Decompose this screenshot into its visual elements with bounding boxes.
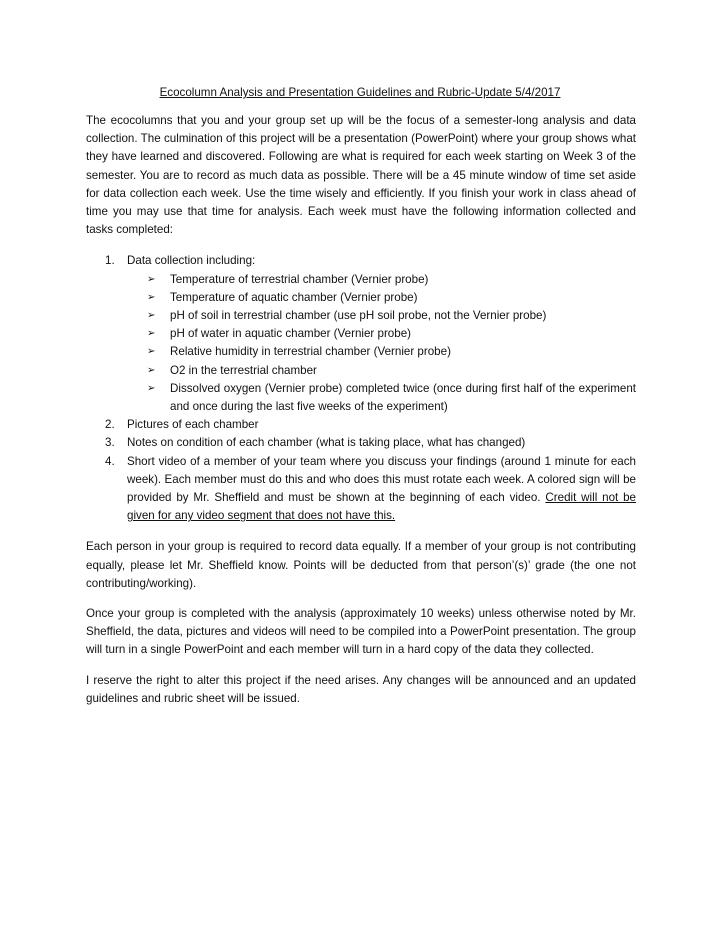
credit-warning: Credit will not be given for any video segment that does not have this. <box>127 491 636 523</box>
arrow-bullet-icon: ➢ <box>147 310 156 322</box>
task-text: Notes on condition of each chamber (what is taking place, what has changed) <box>127 436 526 450</box>
weekly-task-list <box>86 252 636 525</box>
list-item: ➢ Relative humidity in terrestrial chamber (Vernier probe) <box>127 343 636 361</box>
changes-paragraph: I reserve the right to alter this project if the need arises. Any changes will be announced and an updated guidelines and rubric sheet will be issued. <box>86 673 636 705</box>
task-text: Short video of a member of your team where you discuss your findings (around 1 minute for each week). Each member must do this and who does this must rotate each week. A colored sign will be provided by Mr. Sheffield and must be shown at the beginning of each video. <box>127 454 636 505</box>
list-item: ➢ O2 in the terrestrial chamber <box>127 362 636 380</box>
list-item: ➢ pH of soil in terrestrial chamber (use pH soil probe, not the Vernier probe) <box>127 307 636 325</box>
arrow-bullet-icon: ➢ <box>147 328 156 340</box>
task-number: 3. <box>105 436 115 450</box>
document-title: Ecocolumn Analysis and Presentation Guidelines and Rubric-Update 5/4/2017 <box>159 86 561 99</box>
task-text: Pictures of each chamber <box>127 418 259 432</box>
presentation-paragraph: Once your group is completed with the analysis (approximately 10 weeks) unless otherwise noted by Mr. Sheffield, the data, pictures and videos will need to be compiled into a PowerPoint presentation. The group will turn in a single PowerPoint and each member will turn in a hard copy of the data they collected. <box>86 607 636 657</box>
task-number: 1. <box>105 254 115 268</box>
list-item: ➢ Temperature of aquatic chamber (Vernier probe) <box>127 289 636 307</box>
task-item <box>86 453 636 526</box>
intro-paragraph: The ecocolumns that you and your group set up will be the focus of a semester-long analysis and data collection. The culmination of this project will be a presentation (PowerPoint) where your group shows what they have learned and discovered. Following are what is required for each week starting on Week 3 of the semester. You are to record as much data as possible. There will be a 45 minute window of time set aside for data collection each week. Use the time wisely and efficiently. If you finish your work in class ahead of time you may use that time for analysis. Each week must have the following information collected and tasks completed: <box>86 114 636 237</box>
task-item <box>86 252 636 416</box>
arrow-bullet-icon: ➢ <box>147 273 156 285</box>
data-collection-list <box>127 271 636 417</box>
list-item: ➢ Temperature of terrestrial chamber (Vernier probe) <box>127 271 636 289</box>
task-text: Data collection including: <box>127 254 256 268</box>
arrow-bullet-icon: ➢ <box>147 291 156 303</box>
task-item <box>86 416 636 434</box>
task-item <box>86 434 636 452</box>
document-body <box>86 112 636 720</box>
participation-paragraph: Each person in your group is required to record data equally. If a member of your group is not contributing equally, please let Mr. Sheffield know. Points will be deducted from that person’(s)’ grade (the one not contributing/working). <box>86 540 636 590</box>
list-item: ➢ Dissolved oxygen (Vernier probe) completed twice (once during first half of the experiment and once during the last five weeks of the experiment) <box>147 381 636 414</box>
arrow-bullet-icon: ➢ <box>147 382 156 394</box>
arrow-bullet-icon: ➢ <box>147 346 156 358</box>
list-item: ➢ pH of water in aquatic chamber (Vernier probe) <box>127 325 636 343</box>
task-number: 2. <box>105 418 115 432</box>
arrow-bullet-icon: ➢ <box>147 364 156 376</box>
task-number: 4. <box>105 454 115 468</box>
